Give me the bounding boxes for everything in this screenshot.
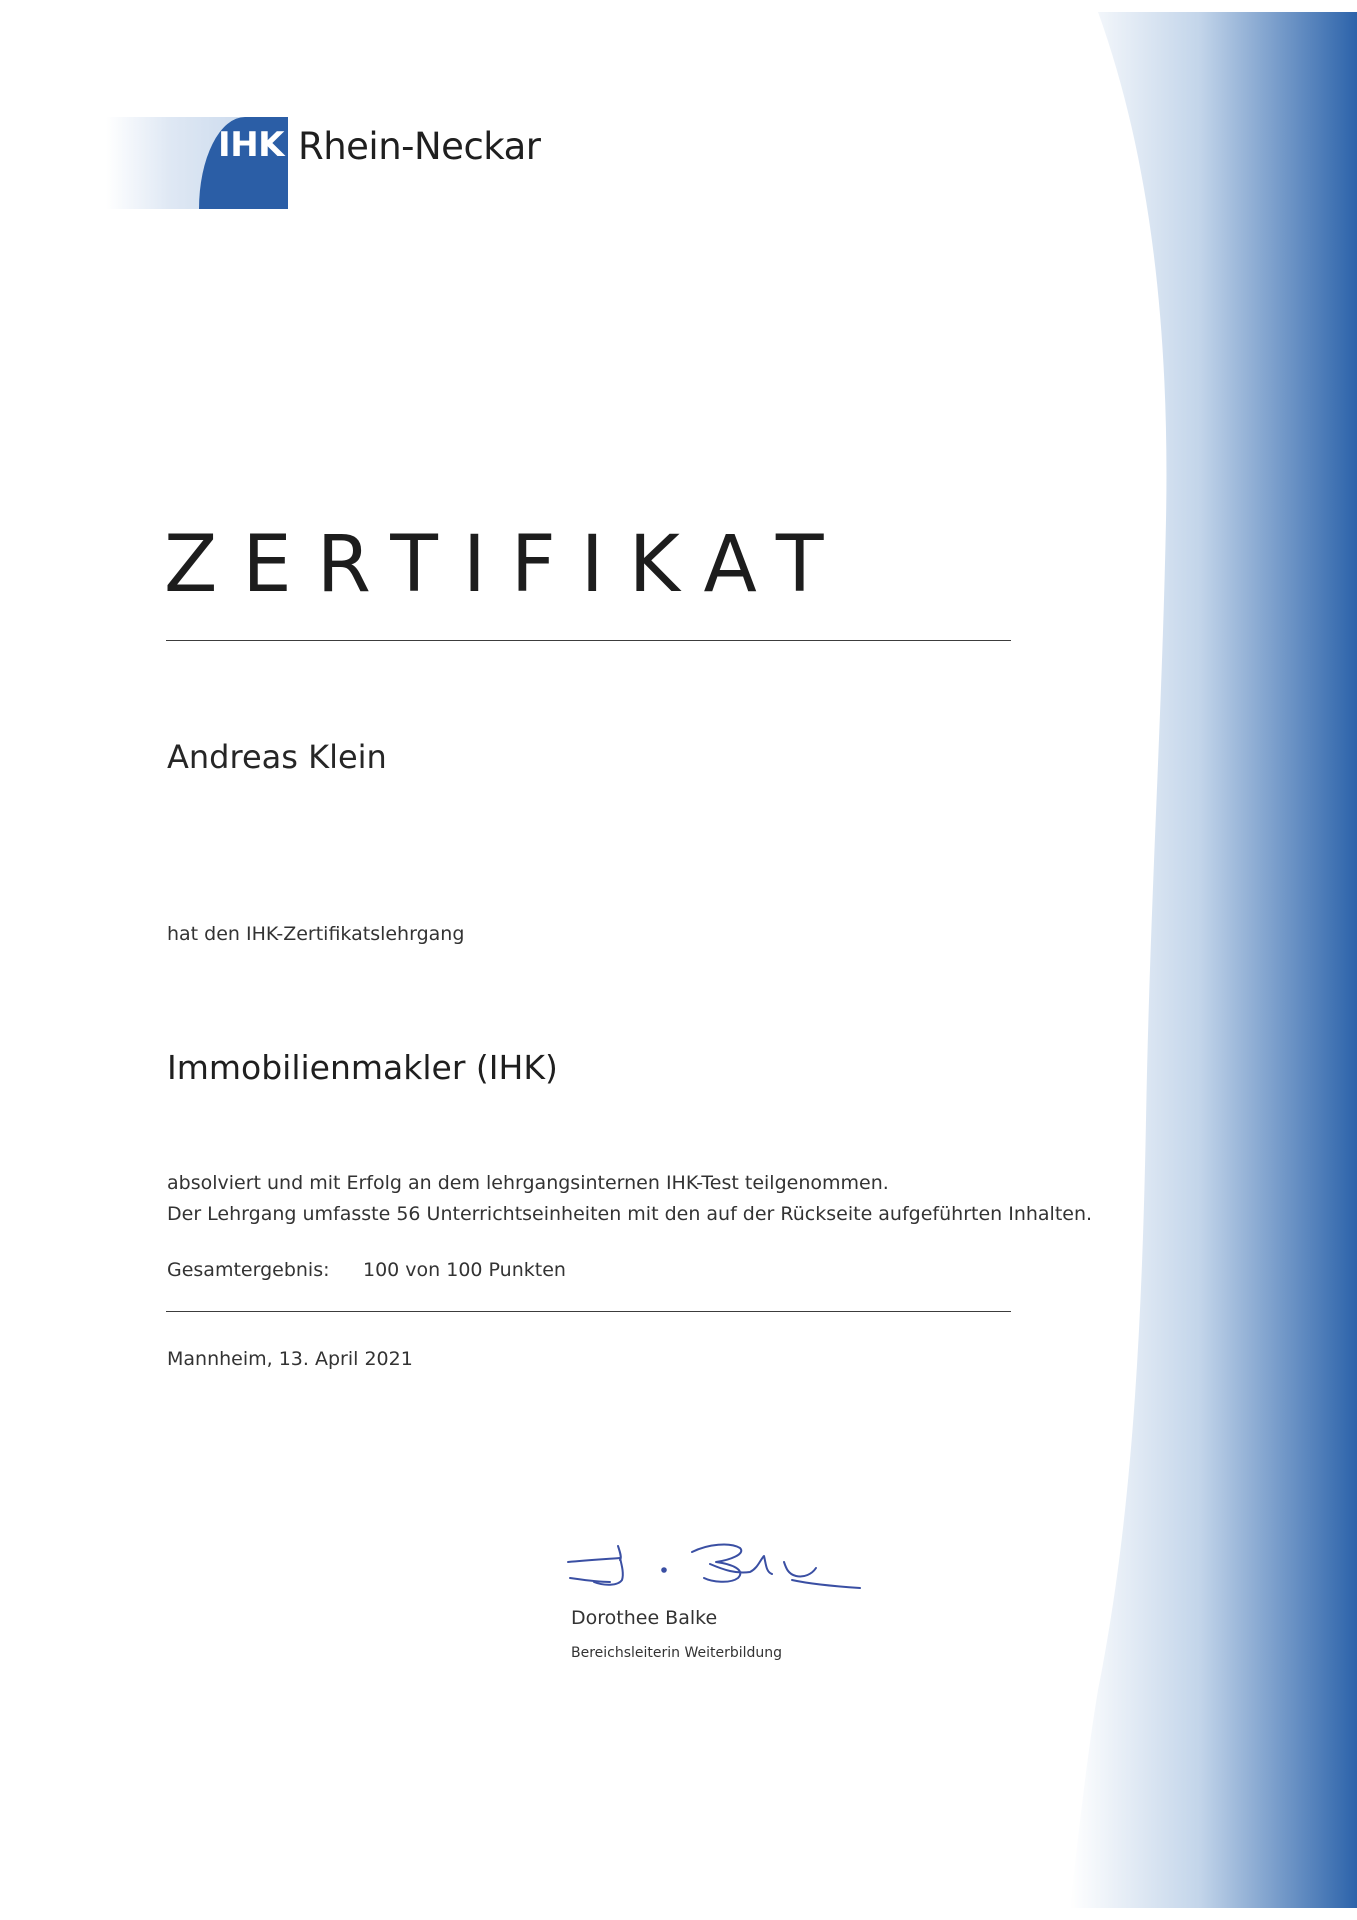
recipient-name: Andreas Klein [167, 738, 387, 776]
certificate-title: ZERTIFIKAT [164, 520, 849, 610]
logo-region: Rhein-Neckar [298, 125, 541, 168]
result-label: Gesamtergebnis: [167, 1259, 330, 1281]
signer-name: Dorothee Balke [571, 1607, 718, 1629]
intro-text: hat den IHK-Zertifikatslehrgang [167, 923, 465, 945]
result-value: 100 von 100 Punkten [363, 1259, 566, 1281]
title-divider [166, 640, 1011, 641]
place-date: Mannheim, 13. April 2021 [167, 1348, 413, 1370]
signer-role: Bereichsleiterin Weiterbildung [571, 1645, 783, 1661]
course-name: Immobilienmakler (IHK) [167, 1048, 558, 1087]
ihk-logo [106, 117, 541, 209]
result-divider [166, 1311, 1011, 1312]
body-text-line: absolviert und mit Erfolg an dem lehrgangsinternen IHK-Test teilgenommen. [167, 1172, 889, 1194]
body-text-line: Der Lehrgang umfasste 56 Unterrichtseinheiten mit den auf der Rückseite aufgeführten Inhalten. [167, 1203, 1093, 1225]
handwritten-signature [560, 1530, 890, 1600]
logo-acronym: IHK [218, 125, 284, 165]
